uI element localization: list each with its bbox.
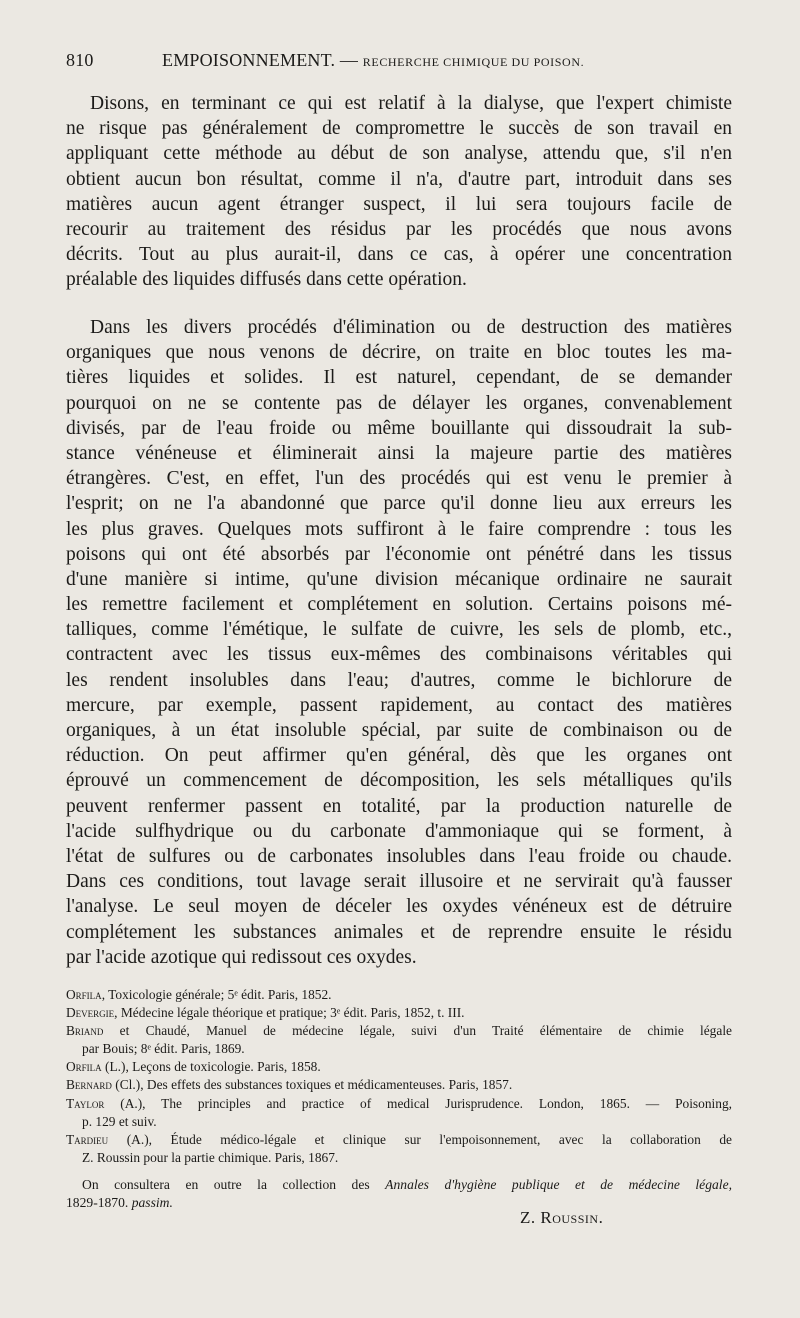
note-italic: passim. xyxy=(131,1195,173,1211)
reference-continuation: par Bouis; 8ᵉ édit. Paris, 1869. xyxy=(82,1041,245,1057)
text-line: organiques que nous venons de décrire, on traite en bloc toutes les ma- xyxy=(66,342,732,364)
reference-author: Bernard xyxy=(66,1077,112,1093)
text-line: recourir au traitement des résidus par les procédés que nous avons xyxy=(66,218,732,240)
text-line: l'analyse. Le seul moyen de déceler les oxydes vénéneux est de détruire xyxy=(66,896,732,918)
reference-text: , Toxicologie générale; 5ᵉ édit. Paris, 1852. xyxy=(101,987,332,1002)
text-line: obtient aucun bon résultat, comme il n'a, d'autre part, introduit dans ses xyxy=(66,168,732,190)
text-line: décrits. Tout au plus aurait-il, dans ce cas, à opérer une concentration xyxy=(66,244,732,266)
text-line: étrangères. C'est, en effet, l'un des procédés qui est venu le premier à xyxy=(66,468,732,490)
text-line: les rendent insolubles dans l'eau; d'autres, comme le bichlorure de xyxy=(66,669,732,691)
reference-author: Devergie xyxy=(66,1005,115,1021)
reference-entry xyxy=(66,986,732,1004)
text-line: l'acide sulfhydrique ou du carbonate d'ammoniaque qui se forment, à xyxy=(66,820,732,842)
reference-entry xyxy=(66,1131,732,1149)
text-line: tières liquides et solides. Il est naturel, cependant, de se demander xyxy=(66,367,732,389)
collection-note xyxy=(66,1176,732,1213)
text-line: réduction. On peut affirmer qu'en général, dès que les organes ont xyxy=(66,745,732,767)
reference-author: Orfila xyxy=(66,987,102,1002)
reference-continuation: Z. Roussin pour la partie chimique. Paris, 1867. xyxy=(82,1149,339,1165)
text-line: l'esprit; on ne l'a abandonné que parce qu'il donne lieu aux erreurs les xyxy=(66,493,732,515)
reference-entry xyxy=(66,1004,732,1022)
text-line: par l'acide azotique qui redissout ces oxydes. xyxy=(66,946,417,968)
reference-text: (L.), Leçons de toxicologie. Paris, 1858. xyxy=(101,1059,321,1075)
note-line xyxy=(66,1194,732,1212)
text-line: l'état de sulfures ou de carbonates insolubles dans l'eau froide ou chaude. xyxy=(66,845,732,867)
text-line: Dans ces conditions, tout lavage serait illusoire et ne servirait qu'à fausser xyxy=(66,871,732,893)
text-line: les plus graves. Quelques mots suffiront à le faire comprendre : tous les xyxy=(66,518,732,540)
text-line: talliques, comme l'émétique, le sulfate de cuivre, les sels de plomb, etc., xyxy=(66,619,732,641)
paragraph-elimination xyxy=(66,315,732,970)
reference-text: (A.), The principles and practice of medical Jurisprudence. London, 1865. — Poisoning, xyxy=(104,1095,732,1111)
reference-author: Tardieu xyxy=(66,1131,109,1147)
reference-text: (A.), Étude médico-légale et clinique sur l'empoisonnement, avec la collaboration de xyxy=(108,1131,732,1147)
text-line: mercure, par exemple, passent rapidement, au contact des matières xyxy=(66,694,732,716)
note-italic: Annales d'hygiène publique et de médecine légale, xyxy=(385,1177,732,1192)
text-line: Dans les divers procédés d'élimination ou de destruction des matières xyxy=(90,317,732,338)
reference-text: et Chaudé, Manuel de médecine légale, suivi d'un Traité élémentaire de chimie légale xyxy=(103,1023,732,1039)
text-line: les remettre facilement et complétement en solution. Certains poisons mé- xyxy=(66,594,732,616)
text-line: pourquoi on ne se contente pas de délayer les organes, convenablement xyxy=(66,392,732,414)
reference-text: , Médecine légale théorique et pratique; 3ᵉ édit. Paris, 1852, t. III. xyxy=(114,1005,465,1021)
reference-entry xyxy=(66,1076,732,1094)
reference-text: (Cl.), Des effets des substances toxiques et médicamenteuses. Paris, 1857. xyxy=(111,1077,513,1093)
paragraph-dialyse xyxy=(66,91,732,293)
bibliography xyxy=(66,986,732,1167)
reference-entry xyxy=(66,1022,732,1040)
text-line: peuvent renfermer passent en totalité, par la production naturelle de xyxy=(66,795,732,817)
text-line: organiques, à un état insoluble spécial, par suite de combinaison ou de xyxy=(66,720,732,741)
text-line: éprouvé un commencement de décomposition, les sels métalliques qu'ils xyxy=(66,770,732,792)
text-line: poisons qui ont été absorbés par l'économie ont pénétré dans les tissus xyxy=(66,543,732,565)
text-line: matières aucun agent étranger suspect, il lui sera toujours facile de xyxy=(66,193,732,215)
page-number: 810 xyxy=(66,50,94,70)
reference-entry xyxy=(66,1095,732,1113)
note-line xyxy=(66,1176,732,1194)
text-line: divisés, par de l'eau froide ou même bouillante qui dissoudrait la sub- xyxy=(66,417,732,439)
text-line: complétement les substances animales et de reprendre ensuite le résidu xyxy=(66,921,732,943)
text-line: préalable des liquides diffusés dans cette opération. xyxy=(66,269,467,291)
text-line: appliquant cette méthode au début de son analyse, attendu que, s'il n'en xyxy=(66,143,732,165)
author-signature xyxy=(520,1208,603,1228)
text-line: d'une manière si intime, qu'une division mécanique ordinaire ne saurait xyxy=(66,568,732,590)
reference-continuation: p. 129 et suiv. xyxy=(82,1113,157,1129)
running-title-sub: RECHERCHE CHIMIQUE DU POISON. xyxy=(362,55,585,69)
note-text: 1829-1870. xyxy=(66,1195,132,1211)
running-header xyxy=(66,50,746,80)
signature-text: Z. Roussin. xyxy=(520,1208,604,1227)
text-line: ne risque pas généralement de compromettre le succès de son travail en xyxy=(66,118,732,140)
reference-entry xyxy=(66,1058,732,1076)
text-line: stance vénéneuse et éliminerait ainsi la majeure partie des matières xyxy=(66,442,732,464)
note-text: On consultera en outre la collection des xyxy=(82,1177,386,1192)
reference-author: Orfila xyxy=(66,1059,102,1075)
text-line: Disons, en terminant ce qui est relatif à la dialyse, que l'expert chimiste xyxy=(90,93,732,114)
running-title xyxy=(162,50,584,71)
reference-author: Taylor xyxy=(66,1095,105,1111)
reference-author: Briand xyxy=(66,1023,104,1039)
text-line: contractent avec les tissus eux-mêmes des combinaisons véritables qui xyxy=(66,644,732,666)
running-title-main: EMPOISONNEMENT. — xyxy=(162,50,359,70)
